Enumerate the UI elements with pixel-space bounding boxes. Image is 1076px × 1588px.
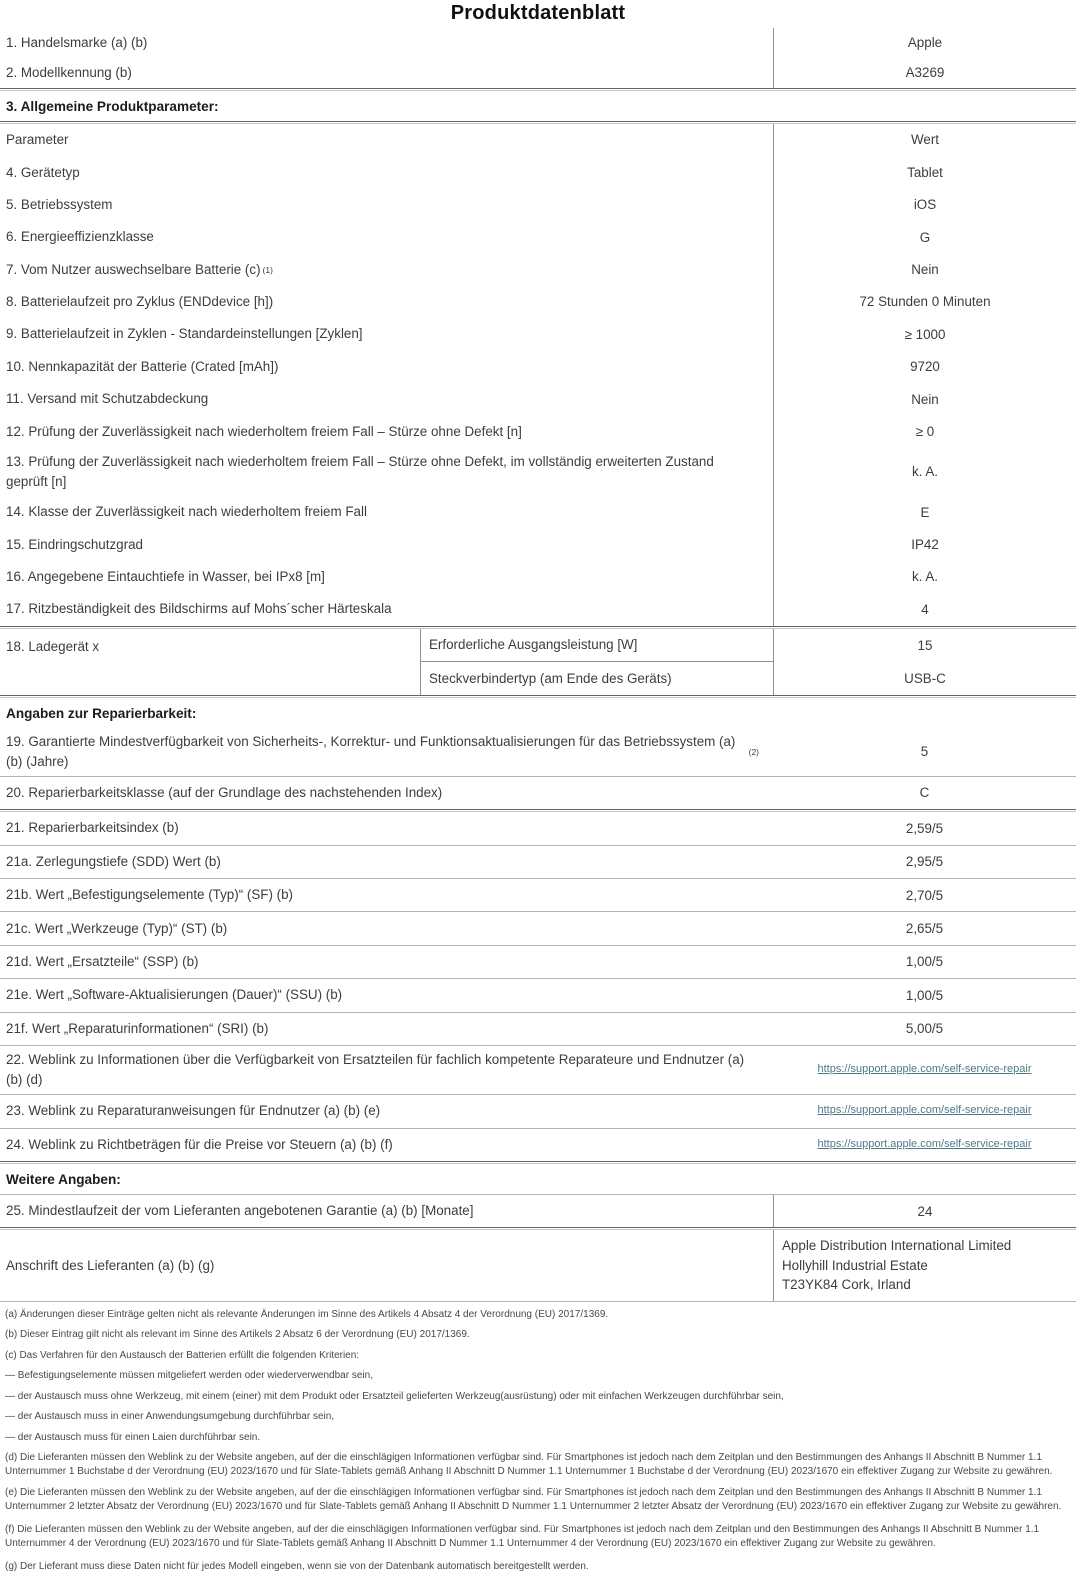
row-label: 14. Klasse der Zuverlässigkeit nach wiederholtem freiem Fall [6,504,367,520]
row-label: 21c. Wert „Werkzeuge (Typ)“ (ST) (b) [6,920,228,936]
row-label: 21b. Wert „Befestigungselemente (Typ)“ (SF) (b) [6,887,294,903]
footnote: — der Austausch muss in einer Anwendungsumgebung durchführbar sein, [5,1411,335,1423]
table-row-scratch-resistance [0,593,1076,625]
support-link[interactable]: https://support.apple.com/self-service-repair [817,1063,1032,1076]
table-row-weblink-spare-parts [0,1046,1076,1094]
footnote: (e) Die Lieferanten müssen den Weblink zu der Website angeben, auf der die einschlägigen Informationen verfügbar sind. Für Smartphones ist jedoch nach dem Zeitplan und den Bestimmungen des Anhangs II Abschnitt B Nummer 1.1 Unternummer 2 letzter Absatz der Verordnung (EU) 2023/1670 und für Slate-Tablets gemäß Anhang II Abschnitt D Nummer 1.1 Unternummer 2 letzter Absatz der Verordnung (EU) 2023/1670 ein effektiver Zugang zur Website zu gewähren. [5,1486,1062,1512]
row-value: ≥ 1000 [773,318,1076,350]
support-link[interactable]: https://support.apple.com/self-service-repair [817,1137,1032,1150]
table-row-weblink-price-guides [0,1129,1076,1161]
page-title: Produktdatenblatt [450,2,626,24]
row-label: 21. Reparierbarkeitsindex (b) [6,820,179,836]
repairability-section [0,728,1076,1161]
row-value: 4 [773,593,1076,625]
row-label: 1. Handelsmarke (a) (b) [6,34,148,50]
row-label: 2. Modellkennung (b) [6,64,132,80]
row-label: 18. Ladegerät x [6,638,100,654]
section-header-repairability: Angaben zur Reparierbarkeit: [6,705,197,721]
row-label: 13. Prüfung der Zuverlässigkeit nach wiederholtem freiem Fall – Stürze ohne Defekt, im vollständig erweiterten Zustand geprüft [n] [6,453,714,490]
address-line: Apple Distribution International Limited [782,1238,1012,1254]
footnote: (b) Dieser Eintrag gilt nicht als relevant im Sinne des Artikels 2 Absatz 6 der Verordnung (EU) 2017/1369. [5,1329,470,1341]
row-label: 24. Weblink zu Richtbeträgen für die Preise vor Steuern (a) (b) (f) [6,1136,393,1152]
row-label: 11. Versand mit Schutzabdeckung [6,391,209,407]
row-value [773,1046,1076,1094]
row-label: 12. Prüfung der Zuverlässigkeit nach wiederholtem freiem Fall – Stürze ohne Defekt [n] [6,423,522,439]
table-row-ingress-protection [0,529,1076,561]
row-label: 6. Energieeffizienzklasse [6,229,154,245]
footnote: (f) Die Lieferanten müssen den Weblink zu der Website angeben, auf der die einschlägigen Informationen verfügbar sind. Für Smartphones ist jedoch nach dem Zeitplan und den Bestimmungen des Anhangs II Abschnitt B Nummer 1.1 Unternummer 4 der Verordnung (EU) 2023/1670 und für Slate-Tablets gemäß Anhang II Abschnitt D Nummer 1.1 Unternummer 4 der Verordnung (EU) 2023/1670 ein effektiver Zugang zur Website zu gewähren. [5,1523,1040,1549]
table-row-battery-capacity [0,351,1076,383]
table-row-drop-test [0,416,1076,448]
row-value: 24 [773,1195,1076,1227]
row-label: 22. Weblink zu Informationen über die Verfügbarkeit von Ersatzteilen für fachlich kompetente Reparateure und Endnutzer (a) (b) (d) [6,1052,745,1088]
support-link[interactable]: https://support.apple.com/self-service-repair [817,1104,1032,1117]
address-line: Hollyhill Industrial Estate [782,1257,928,1273]
table-row-protective-cover [0,383,1076,415]
footnote: (a) Änderungen dieser Einträge gelten nicht als relevante Änderungen im Sinne des Artikels 4 Absatz 4 der Verordnung (EU) 2017/1369. [5,1308,609,1320]
row-value: k. A. [773,561,1076,593]
general-parameters-section [0,124,1076,626]
row-value: G [773,221,1076,253]
row-label: 19. Garantierte Mindestverfügbarkeit von Sicherheits-, Korrektur- und Funktionsaktualisierungen für das Betriebssystem (a) (b) (Jahre) (2) [6,733,759,769]
table-row-battery-cycles [0,318,1076,350]
row-label: Anschrift des Lieferanten (a) (b) (g) [6,1257,215,1273]
table-row-brand [0,28,1076,58]
row-label: 20. Reparierbarkeitsklasse (auf der Grundlage des nachstehenden Index) [6,785,443,801]
row-value: 2,70/5 [905,887,944,903]
row-label: 16. Angegebene Eintauchtiefe in Wasser, bei IPx8 [m] [6,569,325,585]
row-label: 7. Vom Nutzer auswechselbare Batterie (c) (1) [6,261,273,277]
table-row-tools [0,912,1076,944]
table-row-supplier-address [0,1230,1076,1300]
table-row-repairability-index [0,812,1076,844]
row-value: 2,95/5 [905,854,944,870]
row-label: 9. Batterielaufzeit in Zyklen - Standardeinstellungen [Zyklen] [6,326,363,342]
row-value: Nein [773,254,1076,286]
row-label: 21d. Wert „Ersatzteile“ (SSP) (b) [6,954,199,969]
row-label: 8. Batterielaufzeit pro Zyklus (ENDdevice [h]) [6,294,274,310]
row-value: 1,00/5 [905,987,944,1003]
row-label: 4. Gerätetyp [6,164,80,180]
table-row-charger [0,629,1076,695]
row-value: 1,00/5 [905,954,944,970]
table-row-header [0,124,1076,156]
row-value: 5 [920,744,929,760]
row-label: Erforderliche Ausgangsleistung [W] [421,629,773,662]
row-value: ≥ 0 [773,416,1076,448]
row-value [773,1129,1076,1161]
row-label: 10. Nennkapazität der Batterie (Crated [mAh]) [6,358,279,374]
charger-sub-labels [420,629,773,695]
row-label: 5. Betriebssystem [6,196,113,212]
table-row-drop-test-extended [0,448,1076,496]
table-row-battery-life-cycle [0,286,1076,318]
table-row-reliability-class [0,496,1076,528]
section-header-additional-info: Weitere Angaben: [6,1172,121,1188]
table-row-repair-information [0,1013,1076,1045]
footnote: (c) Das Verfahren für den Austausch der Batterien erfüllt die folgenden Kriterien: [5,1349,360,1361]
row-value: Wert [773,124,1076,156]
row-label: 21f. Wert „Reparaturinformationen“ (SRI) (b) [6,1020,269,1036]
row-value: 15 [917,637,933,653]
row-value: IP42 [773,529,1076,561]
row-value: 72 Stunden 0 Minuten [773,286,1076,318]
supplier-address [773,1230,1076,1300]
footnotes-section [0,1302,1076,1588]
row-value: USB-C [904,670,946,686]
table-row-immersion-depth [0,561,1076,593]
row-value: 5,00/5 [905,1021,944,1037]
table-row-warranty [0,1195,1076,1227]
row-label: Parameter [6,132,69,148]
table-row-os [0,189,1076,221]
row-value: 2,59/5 [905,820,944,836]
row-value: iOS [773,189,1076,221]
table-row-replaceable-battery [0,254,1076,286]
table-row-disassembly-depth [0,846,1076,878]
address-line: T23YK84 Cork, Irland [782,1277,911,1293]
row-value: Nein [773,383,1076,415]
row-label: 17. Ritzbeständigkeit des Bildschirms auf Mohs´scher Härteskala [6,601,392,617]
table-row-repairability-class [0,777,1076,809]
row-label: 21a. Zerlegungstiefe (SDD) Wert (b) [6,853,221,869]
section-header-general-parameters: 3. Allgemeine Produktparameter: [6,99,219,114]
row-value: 2,65/5 [905,920,944,936]
table-row-update-availability [0,728,1076,776]
row-label: 25. Mindestlaufzeit der vom Lieferanten angebotenen Garantie (a) (b) [Monate] [6,1203,474,1219]
row-value: E [773,496,1076,528]
row-value [773,1095,1076,1127]
charger-sub-values [773,629,1076,695]
intro-section [0,28,1076,88]
row-value: 9720 [773,351,1076,383]
table-row-weblink-repair-instructions [0,1095,1076,1127]
table-row-fasteners [0,879,1076,911]
row-value: k. A. [773,448,1076,496]
row-value: C [919,785,930,801]
footnote: (g) Der Lieferant muss diese Daten nicht für jedes Modell eingeben, wenn sie von der Datenbank automatisch bereitgestellt werden. [5,1560,589,1572]
row-label: 15. Eindringschutzgrad [6,536,143,552]
row-label: 21e. Wert „Software-Aktualisierungen (Dauer)“ (SSU) (b) [6,987,343,1003]
row-value: A3269 [773,58,1076,88]
table-row-device-type [0,156,1076,188]
footnote: — Befestigungselemente müssen mitgeliefert werden oder wiederverwendbar sein, [5,1370,373,1382]
table-row-spare-parts [0,946,1076,978]
footnote: — der Austausch muss ohne Werkzeug, mit einem (einer) mit dem Produkt oder Ersatzteil gelieferten Werkzeug(ausrüstung) oder mit einfachen Werkzeugen durchführbar sein, [5,1390,784,1402]
row-label: Steckverbindertyp (am Ende des Geräts) [429,670,672,686]
footnote: (d) Die Lieferanten müssen den Weblink zu der Website angeben, auf der die einschlägigen Informationen verfügbar sind. Für Smartphones ist jedoch nach dem Zeitplan und den Bestimmungen des Anhangs II Abschnitt B Nummer 1.1 Unternummer 1 Buchstabe d der Verordnung (EU) 2023/1670 und für Slate-Tablets gemäß Anhang II Abschnitt D Nummer 1.1 Unternummer 1 Buchstabe d der Verordnung (EU) 2023/1670 ein effektiver Zugang zur Website zu gewähren. [5,1452,1053,1478]
table-row-energy-class [0,221,1076,253]
footnote: — der Austausch muss für einen Laien durchführbar sein. [5,1431,261,1443]
table-row-software-updates [0,979,1076,1011]
row-label: 23. Weblink zu Reparaturanweisungen für Endnutzer (a) (b) (e) [6,1103,381,1119]
row-value: Apple [773,28,1076,58]
table-row-model [0,58,1076,88]
row-value: Tablet [773,156,1076,188]
